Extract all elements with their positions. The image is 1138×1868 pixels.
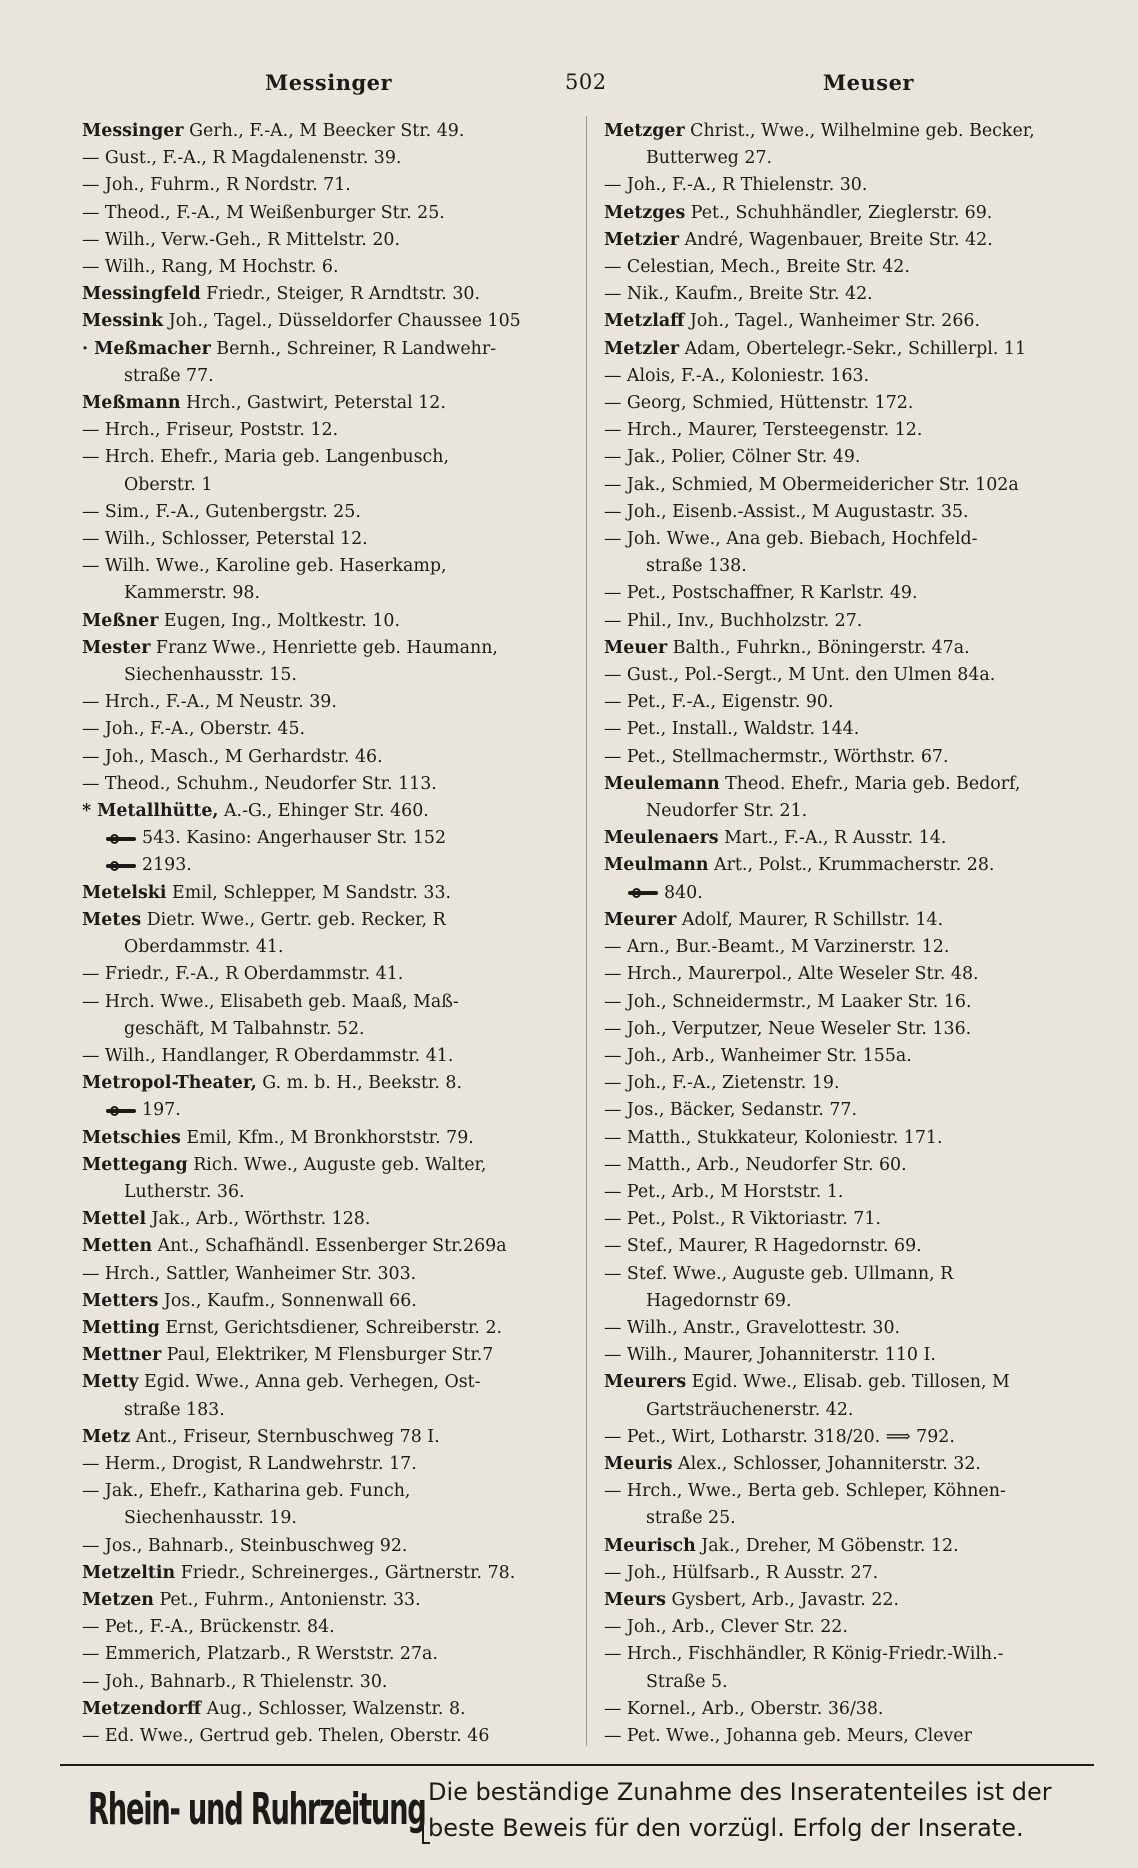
directory-entry	[604, 1179, 1124, 1206]
entry-details: geschäft, M Talbahnstr. 52.	[124, 1018, 365, 1039]
directory-entry	[82, 744, 584, 771]
directory-entry	[82, 1206, 584, 1233]
directory-entry	[82, 200, 584, 227]
directory-entry	[604, 363, 1124, 390]
entry-details: Neudorfer Str. 21.	[646, 801, 808, 822]
directory-entry	[82, 1505, 584, 1532]
entry-surname: Metz	[82, 1426, 131, 1447]
directory-entry	[82, 580, 584, 607]
entry-details: — Hrch., F.-A., M Neustr. 39.	[82, 692, 337, 713]
directory-entry	[604, 308, 1124, 335]
entry-surname: Metzlaff	[604, 311, 685, 332]
directory-entry	[604, 1397, 1124, 1424]
entry-details: — Jak., Ehefr., Katharina geb. Funch,	[82, 1481, 411, 1502]
directory-entry	[82, 281, 584, 308]
entry-details: — Emmerich, Platzarb., R Werststr. 27a.	[82, 1644, 438, 1665]
entry-details: — Joh., Eisenb.-Assist., M Augustastr. 35.	[604, 501, 969, 522]
directory-entry	[604, 825, 1124, 852]
entry-details: Ernst, Gerichtsdiener, Schreiberstr. 2.	[159, 1317, 503, 1338]
entry-details: Mart., F.-A., R Ausstr. 14.	[718, 828, 947, 849]
entry-surname: Metzges	[604, 202, 686, 223]
directory-entry	[604, 1233, 1124, 1260]
entry-details: Joh., Tagel., Wanheimer Str. 266.	[684, 311, 981, 332]
directory-entry	[82, 145, 584, 172]
entry-details: — Joh., Verputzer, Neue Weseler Str. 136.	[604, 1018, 972, 1039]
directory-entry	[604, 1097, 1124, 1124]
entry-details: Aug., Schlosser, Walzenstr. 8.	[201, 1698, 466, 1719]
directory-entry	[82, 825, 584, 852]
directory-entry	[604, 771, 1124, 798]
entry-surname: Meulenaers	[604, 828, 719, 849]
directory-entry	[82, 308, 584, 335]
directory-entry	[604, 1587, 1124, 1614]
left-column	[82, 118, 584, 1750]
entry-surname: Metzier	[604, 229, 680, 250]
entry-details: Egid. Wwe., Elisab. geb. Tillosen, M	[686, 1372, 1010, 1393]
entry-details: Ant., Schafhändl. Essenberger Str.269a	[152, 1236, 507, 1257]
directory-entry	[604, 1560, 1124, 1587]
directory-entry	[82, 499, 584, 526]
directory-entry	[82, 227, 584, 254]
directory-entry	[604, 1505, 1124, 1532]
entry-details: Paul, Elektriker, M Flensburger Str.7	[161, 1345, 494, 1366]
entry-details: — Joh., Bahnarb., R Thielenstr. 30.	[82, 1671, 388, 1692]
page-header	[60, 70, 1094, 110]
directory-entry	[604, 499, 1124, 526]
directory-entry	[604, 1478, 1124, 1505]
entry-details: — Arn., Bur.-Beamt., M Varzinerstr. 12.	[604, 937, 950, 958]
entry-details: — Wilh., Rang, M Hochstr. 6.	[82, 257, 339, 278]
entry-details: Dietr. Wwe., Gertr. geb. Recker, R	[141, 909, 446, 930]
directory-entry	[604, 118, 1124, 145]
entry-details: Friedr., Steiger, R Arndtstr. 30.	[200, 284, 480, 305]
entry-details: — Jos., Bahnarb., Steinbuschweg 92.	[82, 1535, 408, 1556]
ad-text	[428, 1774, 1108, 1846]
entry-surname: * Metallhütte,	[82, 801, 219, 822]
entry-details: Eugen, Ing., Moltkestr. 10.	[158, 610, 400, 631]
entry-details: Oberdammstr. 41.	[124, 937, 284, 958]
directory-entry	[604, 553, 1124, 580]
directory-entry	[82, 526, 584, 553]
entry-details: — Joh., Fuhrm., R Nordstr. 71.	[82, 175, 351, 196]
directory-entry	[82, 907, 584, 934]
entry-details: — Wilh., Maurer, Johanniterstr. 110 I.	[604, 1345, 936, 1366]
entry-details: Kammerstr. 98.	[124, 583, 260, 604]
entry-surname: Metten	[82, 1236, 153, 1257]
entry-details: — Celestian, Mech., Breite Str. 42.	[604, 257, 910, 278]
entry-details: — Nik., Kaufm., Breite Str. 42.	[604, 284, 873, 305]
directory-entry	[82, 1315, 584, 1342]
directory-entry	[604, 1696, 1124, 1723]
entry-surname: Messink	[82, 311, 164, 332]
directory-entry	[604, 852, 1124, 879]
directory-entry	[82, 1397, 584, 1424]
directory-entry	[82, 1288, 584, 1315]
entry-details: — Hrch., Maurerpol., Alte Weseler Str. 48.	[604, 964, 979, 985]
directory-entry	[604, 336, 1124, 363]
entry-surname: Messingfeld	[82, 284, 201, 305]
directory-entry	[604, 934, 1124, 961]
entry-details: — Pet., Polst., R Viktoriastr. 71.	[604, 1209, 881, 1230]
directory-entry	[82, 336, 584, 363]
entry-surname: Metters	[82, 1290, 159, 1311]
directory-entry	[604, 798, 1124, 825]
directory-entry	[82, 1424, 584, 1451]
directory-entry	[604, 744, 1124, 771]
entry-details: — Wilh., Handlanger, R Oberdammstr. 41.	[82, 1045, 454, 1066]
directory-entry	[82, 1478, 584, 1505]
directory-entry	[604, 417, 1124, 444]
entry-details: — Jak., Polier, Cölner Str. 49.	[604, 447, 861, 468]
entry-surname: Meurs	[604, 1589, 666, 1610]
entry-details: — Theod., Schuhm., Neudorfer Str. 113.	[82, 773, 437, 794]
directory-entry	[604, 662, 1124, 689]
entry-details: Ant., Friseur, Sternbuschweg 78 I.	[130, 1426, 440, 1447]
entry-details: — Hrch., Friseur, Poststr. 12.	[82, 420, 339, 441]
entry-surname: Meuris	[604, 1453, 673, 1474]
entry-details: Emil, Schlepper, M Sandstr. 33.	[166, 882, 452, 903]
entry-details: — Stef. Wwe., Auguste geb. Ullmann, R	[604, 1263, 954, 1284]
entry-details: Jos., Kaufm., Sonnenwall 66.	[158, 1290, 417, 1311]
directory-entry	[82, 1614, 584, 1641]
entry-surname: Metzeltin	[82, 1562, 176, 1583]
directory-entry	[82, 1125, 584, 1152]
header-right-keyword: Meuser	[822, 70, 914, 95]
entry-details: Friedr., Schreinerges., Gärtnerstr. 78.	[175, 1562, 516, 1583]
entry-details: — Wilh. Wwe., Karoline geb. Haserkamp,	[82, 556, 447, 577]
entry-details: — Matth., Arb., Neudorfer Str. 60.	[604, 1154, 907, 1175]
entry-details: 197.	[142, 1100, 181, 1121]
entry-details: — Georg, Schmied, Hüttenstr. 172.	[604, 393, 914, 414]
directory-entry	[82, 390, 584, 417]
entry-details: Gerh., F.-A., M Beecker Str. 49.	[183, 121, 465, 141]
directory-entry	[82, 1696, 584, 1723]
entry-details: — Joh., F.-A., Oberstr. 45.	[82, 719, 306, 740]
entry-details: — Jak., Schmied, M Obermeidericher Str. 102a	[604, 474, 1019, 495]
entry-surname: Meulemann	[604, 773, 720, 794]
directory-entry	[82, 1043, 584, 1070]
entry-details: Hagedornstr 69.	[646, 1290, 792, 1311]
directory-entry	[82, 852, 584, 879]
directory-entry	[82, 716, 584, 743]
directory-entry	[82, 1261, 584, 1288]
entry-surname: Metzler	[604, 338, 680, 359]
entry-details: Bernh., Schreiner, R Landwehr-	[210, 338, 497, 359]
directory-entry	[82, 1016, 584, 1043]
directory-entry	[604, 1152, 1124, 1179]
entry-details: — Joh., Masch., M Gerhardstr. 46.	[82, 746, 383, 767]
entry-details: — Stef., Maurer, R Hagedornstr. 69.	[604, 1236, 922, 1257]
entry-details: Siechenhausstr. 19.	[124, 1508, 297, 1529]
entry-surname: Metzendorff	[82, 1698, 202, 1719]
directory-entry	[604, 1016, 1124, 1043]
entry-details: — Wilh., Verw.-Geh., R Mittelstr. 20.	[82, 229, 401, 250]
directory-entry	[604, 1125, 1124, 1152]
entry-details: — Herm., Drogist, R Landwehrstr. 17.	[82, 1453, 417, 1474]
directory-entry	[604, 1669, 1124, 1696]
entry-details: Egid. Wwe., Anna geb. Verhegen, Ost-	[138, 1372, 481, 1393]
entry-details: — Joh., Schneidermstr., M Laaker Str. 16.	[604, 991, 972, 1012]
entry-details: — Joh., Arb., Clever Str. 22.	[604, 1617, 848, 1638]
entry-details: Adam, Obertelegr.-Sekr., Schillerpl. 11	[679, 338, 1027, 359]
entry-surname: Metschies	[82, 1127, 181, 1148]
directory-entry	[604, 1723, 1124, 1750]
directory-entry	[604, 227, 1124, 254]
telephone-icon	[106, 834, 136, 844]
right-column	[604, 118, 1124, 1750]
directory-entry	[604, 444, 1124, 471]
directory-entry	[604, 200, 1124, 227]
directory-entry	[82, 1233, 584, 1260]
directory-entry	[604, 1315, 1124, 1342]
advertisement-banner	[60, 1764, 1094, 1848]
directory-entry	[82, 635, 584, 662]
directory-entry	[604, 1369, 1124, 1396]
entry-details: Straße 5.	[646, 1671, 728, 1692]
entry-details: Joh., Tagel., Düsseldorfer Chaussee 105	[163, 311, 521, 332]
telephone-icon	[628, 888, 658, 898]
entry-surname: Metting	[82, 1317, 160, 1338]
entry-details: — Wilh., Anstr., Gravelottestr. 30.	[604, 1317, 901, 1338]
entry-details: — Pet., Install., Waldstr. 144.	[604, 719, 860, 740]
entry-details: — Pet. Wwe., Johanna geb. Meurs, Clever	[604, 1725, 972, 1746]
entry-details: Hrch., Gastwirt, Peterstal 12.	[180, 393, 446, 414]
entry-details: straße 183.	[124, 1399, 225, 1420]
entry-details: — Jos., Bäcker, Sedanstr. 77.	[604, 1100, 857, 1121]
entry-details: straße 138.	[646, 556, 747, 577]
entry-details: — Hrch., Maurer, Tersteegenstr. 12.	[604, 420, 923, 441]
ad-line-2: beste Beweis für den vorzügl. Erfolg der Inserate.	[428, 1814, 1024, 1842]
directory-entry	[82, 798, 584, 825]
entry-details: — Joh., Arb., Wanheimer Str. 155a.	[604, 1045, 912, 1066]
directory-entry	[82, 1560, 584, 1587]
entry-details: Pet., Schuhhändler, Zieglerstr. 69.	[685, 202, 993, 223]
directory-entry	[604, 716, 1124, 743]
entry-details: — Wilh., Schlosser, Peterstal 12.	[82, 529, 368, 550]
entry-surname: Messinger	[82, 121, 184, 141]
page-number: 502	[565, 70, 607, 94]
directory-entry	[604, 1206, 1124, 1233]
entry-details: Gysbert, Arb., Javastr. 22.	[665, 1589, 900, 1610]
entry-surname: Metty	[82, 1372, 139, 1393]
directory-entry	[82, 771, 584, 798]
entry-details: — Hrch. Wwe., Elisabeth geb. Maaß, Maß-	[82, 991, 459, 1012]
directory-entry	[604, 1070, 1124, 1097]
directory-entry	[604, 635, 1124, 662]
entry-details: — Joh. Wwe., Ana geb. Biebach, Hochfeld-	[604, 529, 978, 550]
column-divider	[586, 116, 587, 1746]
entry-details: — Gust., Pol.-Sergt., M Unt. den Ulmen 84a.	[604, 665, 996, 686]
entry-details: — Sim., F.-A., Gutenbergstr. 25.	[82, 501, 361, 522]
entry-surname: Mettel	[82, 1209, 147, 1230]
entry-details: Siechenhausstr. 15.	[124, 665, 297, 686]
entry-details: A.-G., Ehinger Str. 460.	[218, 801, 429, 822]
entry-details: G. m. b. H., Beekstr. 8.	[256, 1073, 462, 1094]
entry-details: — Pet., Postschaffner, R Karlstr. 49.	[604, 583, 918, 604]
entry-details: — Pet., Wirt, Lotharstr. 318/20. ⟹ 792.	[604, 1426, 955, 1447]
directory-entry	[82, 417, 584, 444]
entry-details: Christ., Wwe., Wilhelmine geb. Becker,	[684, 121, 1035, 141]
entry-details: Pet., Fuhrm., Antonienstr. 33.	[153, 1589, 421, 1610]
entry-details: — Alois, F.-A., Koloniestr. 163.	[604, 365, 870, 386]
directory-entry	[604, 1288, 1124, 1315]
header-left-keyword: Messinger	[265, 70, 393, 95]
directory-entry	[82, 254, 584, 281]
entry-details: André, Wagenbauer, Breite Str. 42.	[679, 229, 993, 250]
directory-entry	[82, 1587, 584, 1614]
directory-entry	[82, 961, 584, 988]
directory-entry	[82, 1533, 584, 1560]
directory-entry	[82, 472, 584, 499]
entry-surname: Metropol-Theater,	[82, 1073, 257, 1094]
entry-details: Butterweg 27.	[646, 148, 773, 169]
entry-details: Alex., Schlosser, Johanniterstr. 32.	[672, 1453, 981, 1474]
entry-details: — Hrch., Fischhändler, R König-Friedr.-Wilh.-	[604, 1644, 1004, 1665]
entry-details: Oberstr. 1	[124, 474, 213, 495]
directory-entry	[604, 254, 1124, 281]
entry-details: — Phil., Inv., Buchholzstr. 27.	[604, 610, 863, 631]
directory-entry	[604, 1614, 1124, 1641]
directory-entry	[604, 172, 1124, 199]
entry-details: straße 77.	[124, 365, 214, 386]
telephone-icon	[106, 861, 136, 871]
directory-entry	[604, 880, 1124, 907]
directory-entry	[82, 689, 584, 716]
directory-entry	[604, 608, 1124, 635]
entry-surname: Meßmann	[82, 393, 181, 414]
entry-details: Gartsträuchenerstr. 42.	[646, 1399, 854, 1420]
directory-entry	[82, 1723, 584, 1750]
entry-details: Balth., Fuhrkn., Böningerstr. 47a.	[667, 637, 970, 658]
directory-entry	[604, 472, 1124, 499]
directory-entry	[82, 1451, 584, 1478]
entry-details: 2193.	[142, 855, 192, 876]
entry-details: — Joh., F.-A., Zietenstr. 19.	[604, 1073, 840, 1094]
entry-details: 840.	[664, 882, 703, 903]
directory-entry	[82, 608, 584, 635]
ad-line-1: Die beständige Zunahme des Inseratenteiles ist der	[428, 1778, 1052, 1806]
directory-entry	[604, 281, 1124, 308]
directory-entry	[82, 880, 584, 907]
directory-entry	[604, 989, 1124, 1016]
directory-entry	[82, 1070, 584, 1097]
entry-details: Jak., Arb., Wörthstr. 128.	[146, 1209, 371, 1230]
directory-entry	[604, 961, 1124, 988]
entry-details: — Theod., F.-A., M Weißenburger Str. 25.	[82, 202, 445, 223]
directory-entry	[82, 444, 584, 471]
entry-details: — Hrch. Ehefr., Maria geb. Langenbusch,	[82, 447, 450, 468]
entry-details: — Pet., Stellmachermstr., Wörthstr. 67.	[604, 746, 949, 767]
directory-entry	[604, 145, 1124, 172]
entry-surname: Metelski	[82, 882, 167, 903]
directory-entry	[82, 1342, 584, 1369]
entry-details: Theod. Ehefr., Maria geb. Bedorf,	[719, 773, 1021, 794]
entry-details: — Kornel., Arb., Oberstr. 36/38.	[604, 1698, 884, 1719]
entry-details: — Gust., F.-A., R Magdalenenstr. 39.	[82, 148, 402, 169]
entry-details: Franz Wwe., Henriette geb. Haumann,	[150, 637, 498, 658]
directory-entry	[82, 363, 584, 390]
directory-entry	[82, 172, 584, 199]
entry-details: — Joh., F.-A., R Thielenstr. 30.	[604, 175, 868, 196]
directory-entry	[604, 1451, 1124, 1478]
entry-details: — Ed. Wwe., Gertrud geb. Thelen, Oberstr. 46	[82, 1725, 490, 1746]
entry-details: 543. Kasino: Angerhauser Str. 152	[142, 828, 447, 849]
entry-surname: Mettegang	[82, 1154, 188, 1175]
entry-details: Adolf, Maurer, R Schillstr. 14.	[676, 909, 944, 930]
entry-surname: Meuer	[604, 637, 668, 658]
entry-surname: Meurisch	[604, 1535, 696, 1556]
entry-surname: · Meßmacher	[82, 338, 211, 359]
directory-entry	[604, 689, 1124, 716]
entry-details: straße 25.	[646, 1508, 736, 1529]
entry-details: Lutherstr. 36.	[124, 1181, 245, 1202]
directory-entry	[604, 907, 1124, 934]
newspaper-logo: Rhein- und Ruhrzeitung	[88, 1784, 426, 1835]
directory-entry	[604, 1424, 1124, 1451]
entry-details: — Pet., F.-A., Brückenstr. 84.	[82, 1617, 335, 1638]
directory-entry	[82, 553, 584, 580]
directory-entry	[82, 1669, 584, 1696]
telephone-icon	[106, 1106, 136, 1116]
directory-entry	[82, 118, 584, 145]
directory-entry	[82, 934, 584, 961]
entry-surname: Metzen	[82, 1589, 154, 1610]
directory-entry	[604, 526, 1124, 553]
directory-entry	[604, 1261, 1124, 1288]
entry-surname: Metes	[82, 909, 142, 930]
entry-details: Emil, Kfm., M Bronkhorststr. 79.	[180, 1127, 474, 1148]
entry-surname: Mester	[82, 637, 151, 658]
directory-entry	[82, 662, 584, 689]
entry-surname: Meßner	[82, 610, 159, 631]
entry-surname: Meurers	[604, 1372, 687, 1393]
entry-details: — Hrch., Sattler, Wanheimer Str. 303.	[82, 1263, 417, 1284]
entry-details: — Hrch., Wwe., Berta geb. Schleper, Köhnen-	[604, 1481, 1006, 1502]
directory-entry	[604, 1342, 1124, 1369]
entry-details: — Pet., Arb., M Horststr. 1.	[604, 1181, 844, 1202]
directory-entry	[82, 1152, 584, 1179]
entry-details: — Pet., F.-A., Eigenstr. 90.	[604, 692, 834, 713]
entry-details: Rich. Wwe., Auguste geb. Walter,	[187, 1154, 487, 1175]
directory-entry	[604, 1641, 1124, 1668]
directory-entry	[604, 390, 1124, 417]
directory-entry	[604, 1043, 1124, 1070]
directory-entry	[604, 580, 1124, 607]
entry-details: Art., Polst., Krummacherstr. 28.	[708, 855, 995, 876]
entry-details: — Joh., Hülfsarb., R Ausstr. 27.	[604, 1562, 879, 1583]
entry-surname: Metzger	[604, 121, 685, 141]
directory-entry	[82, 1097, 584, 1124]
entry-details: — Matth., Stukkateur, Koloniestr. 171.	[604, 1127, 943, 1148]
directory-entry	[82, 1369, 584, 1396]
entry-surname: Meulmann	[604, 855, 709, 876]
entry-details: Jak., Dreher, M Göbenstr. 12.	[695, 1535, 959, 1556]
entry-details: — Friedr., F.-A., R Oberdammstr. 41.	[82, 964, 404, 985]
directory-entry	[82, 1179, 584, 1206]
entry-surname: Mettner	[82, 1345, 162, 1366]
directory-entry	[82, 989, 584, 1016]
directory-entry	[604, 1533, 1124, 1560]
entry-surname: Meurer	[604, 909, 677, 930]
directory-entry	[82, 1641, 584, 1668]
